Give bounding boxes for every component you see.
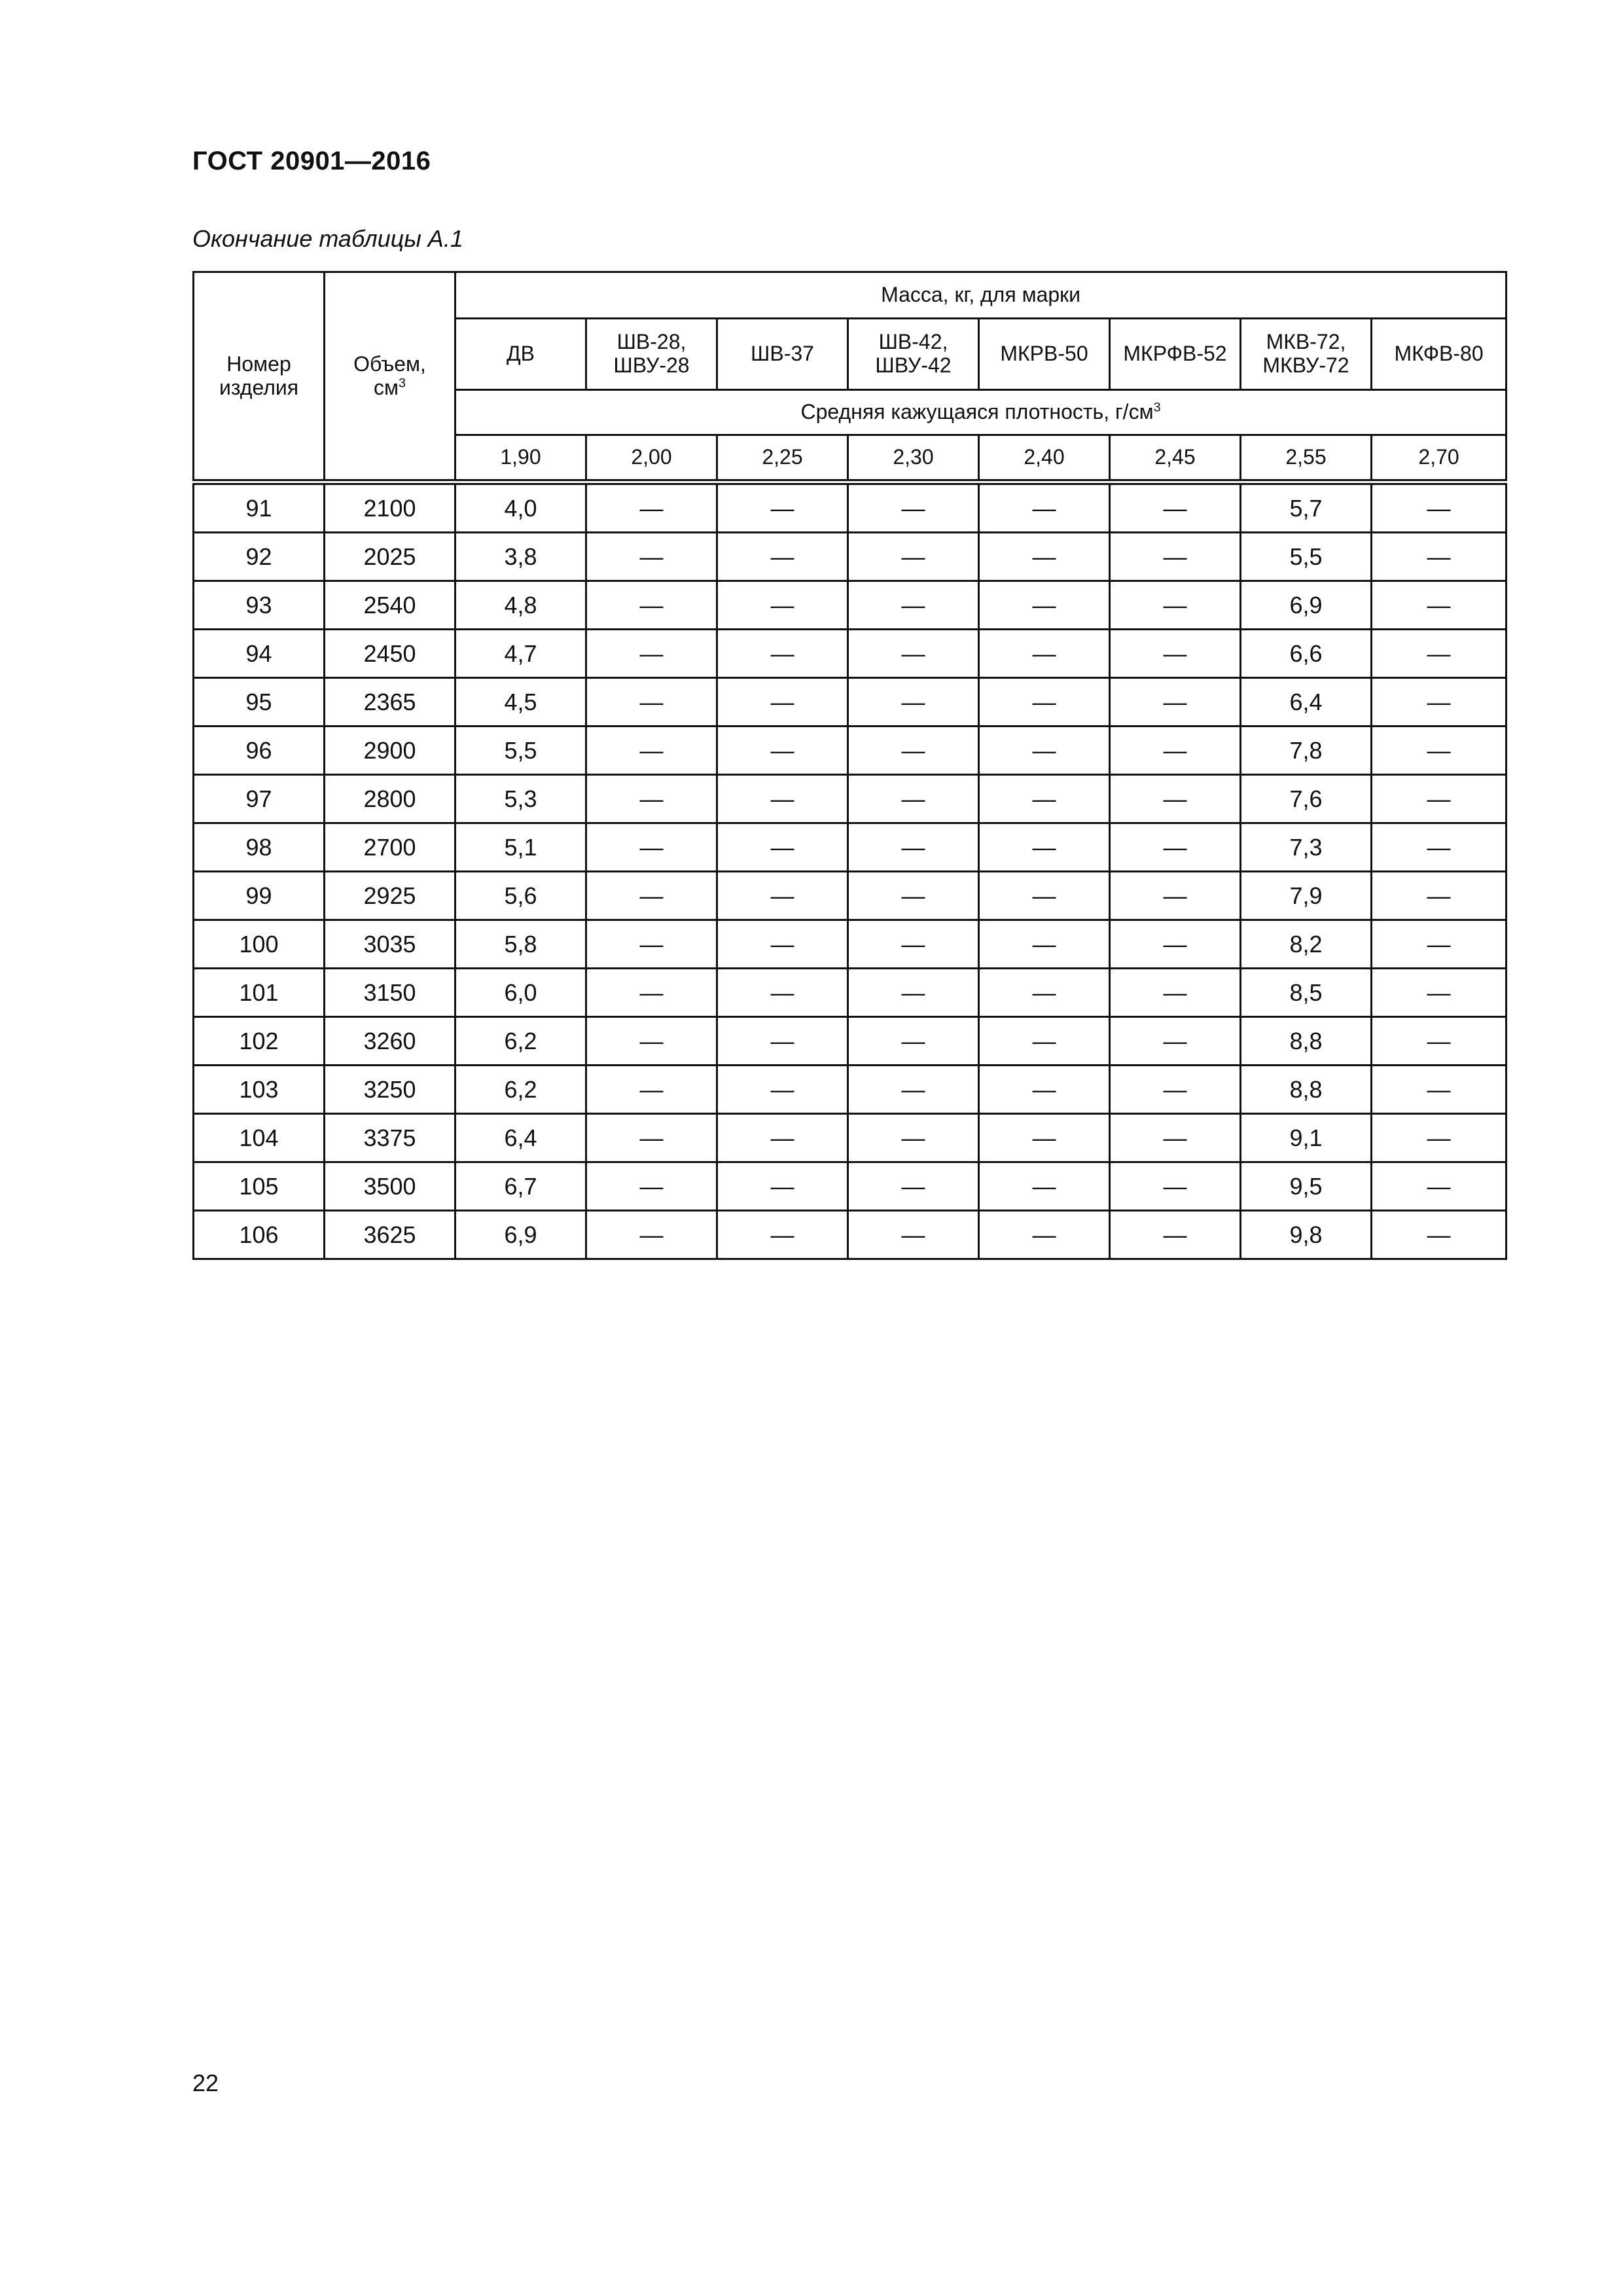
page-number: 22 [192, 2070, 219, 2096]
table-cell: — [848, 775, 979, 823]
header-brand [586, 319, 717, 390]
header-brand-line2: ШВУ-42 [875, 353, 952, 377]
header-density-value: 2,30 [848, 435, 979, 482]
table-cell: — [1110, 1017, 1241, 1066]
table-cell: — [717, 823, 848, 872]
table-cell: 6,4 [455, 1114, 586, 1162]
table-cell: 3375 [325, 1114, 455, 1162]
table-cell: 106 [194, 1211, 325, 1259]
table-row [194, 775, 1507, 823]
header-density-value: 2,40 [979, 435, 1110, 482]
header-density-label: Средняя кажущаяся плотность, $г/см^3$ [455, 390, 1507, 435]
table-row [194, 969, 1507, 1017]
table-cell: 95 [194, 678, 325, 726]
table-cell: 3,8 [455, 533, 586, 581]
table-cell: — [1372, 630, 1507, 678]
header-brand-line1: МКРВ-50 [1000, 342, 1088, 366]
table-cell: 5,3 [455, 775, 586, 823]
header-brand-line2: МКВУ-72 [1262, 353, 1349, 377]
table-cell: — [848, 1162, 979, 1211]
table-cell: — [848, 726, 979, 775]
table-cell: — [586, 920, 717, 969]
table-cell: 3150 [325, 969, 455, 1017]
header-brand [455, 319, 586, 390]
table-row [194, 482, 1507, 533]
header-brand-line1: ШВ-28, [616, 330, 687, 354]
table-cell: — [1110, 1066, 1241, 1114]
table-cell: — [979, 533, 1110, 581]
table-row [194, 726, 1507, 775]
table-cell: — [1372, 1211, 1507, 1259]
table-cell: — [1110, 630, 1241, 678]
table-cell: 6,9 [1241, 581, 1372, 630]
table-cell: — [1110, 533, 1241, 581]
table-cell: — [717, 1211, 848, 1259]
header-volume-line1: Объем, [353, 351, 426, 376]
table-cell: 97 [194, 775, 325, 823]
table-cell: 6,2 [455, 1017, 586, 1066]
header-product-number [194, 272, 325, 482]
table-cell: — [1110, 872, 1241, 920]
table-cell: — [979, 1162, 1110, 1211]
table-cell: — [1110, 823, 1241, 872]
table-cell: 3250 [325, 1066, 455, 1114]
table-cell: 98 [194, 823, 325, 872]
table-cell: — [848, 969, 979, 1017]
table-cell: — [717, 1114, 848, 1162]
table-cell: — [586, 678, 717, 726]
table-row [194, 1162, 1507, 1211]
table-cell: 9,1 [1241, 1114, 1372, 1162]
table-cell: — [1372, 678, 1507, 726]
table-row [194, 872, 1507, 920]
table-cell: 6,9 [455, 1211, 586, 1259]
table-cell: — [586, 1114, 717, 1162]
table-cell: — [586, 533, 717, 581]
table-cell: — [717, 920, 848, 969]
table-cell: 2900 [325, 726, 455, 775]
table-cell: 5,7 [1241, 482, 1372, 533]
table-row [194, 1211, 1507, 1259]
table-cell: 8,8 [1241, 1066, 1372, 1114]
table-cell: — [979, 1211, 1110, 1259]
table-cell: — [1372, 872, 1507, 920]
table-cell: 2450 [325, 630, 455, 678]
table-cell: — [848, 920, 979, 969]
header-brand-line1: МКФВ-80 [1394, 342, 1484, 366]
table-row [194, 581, 1507, 630]
table-cell: — [1372, 969, 1507, 1017]
table-cell: 9,5 [1241, 1162, 1372, 1211]
table-cell: — [848, 581, 979, 630]
table-cell: — [848, 823, 979, 872]
table-cell: — [586, 1162, 717, 1211]
table-cell: 5,5 [455, 726, 586, 775]
table-cell: 102 [194, 1017, 325, 1066]
table-cell: 2365 [325, 678, 455, 726]
table-cell: — [1372, 1162, 1507, 1211]
table-cell: — [848, 1066, 979, 1114]
table-caption: Окончание таблицы А.1 [192, 225, 463, 252]
table-cell: — [717, 775, 848, 823]
table-cell: — [848, 630, 979, 678]
table-cell: — [848, 533, 979, 581]
table-cell: 5,6 [455, 872, 586, 920]
table-cell: 2800 [325, 775, 455, 823]
table-cell: — [1110, 1211, 1241, 1259]
table-cell: 2925 [325, 872, 455, 920]
table-cell: — [979, 726, 1110, 775]
table-cell: 4,7 [455, 630, 586, 678]
table-cell: 6,0 [455, 969, 586, 1017]
table-cell: 94 [194, 630, 325, 678]
table-cell: — [586, 823, 717, 872]
table-cell: 100 [194, 920, 325, 969]
header-brand-line1: МКРФВ-52 [1123, 342, 1227, 366]
table-cell: 96 [194, 726, 325, 775]
table-cell: 6,6 [1241, 630, 1372, 678]
header-brand [1110, 319, 1241, 390]
table-cell: 4,0 [455, 482, 586, 533]
table-cell: — [1372, 775, 1507, 823]
header-brand-line1: ДВ [506, 342, 535, 366]
table-cell: 8,5 [1241, 969, 1372, 1017]
table-cell: — [717, 1066, 848, 1114]
table-cell: — [717, 533, 848, 581]
table-row [194, 1114, 1507, 1162]
table-cell: 2540 [325, 581, 455, 630]
header-mass-group: Масса, кг, для марки [455, 272, 1507, 319]
table-cell: — [1110, 482, 1241, 533]
table-cell: — [586, 775, 717, 823]
table-cell: — [848, 678, 979, 726]
table-cell: — [848, 482, 979, 533]
header-density-value: 2,25 [717, 435, 848, 482]
table-cell: 2700 [325, 823, 455, 872]
table-cell: — [586, 630, 717, 678]
table-cell: — [1110, 920, 1241, 969]
table-cell: — [586, 1211, 717, 1259]
table-cell: — [717, 872, 848, 920]
table-cell: — [717, 630, 848, 678]
table-cell: — [1110, 1114, 1241, 1162]
header-brand [1372, 319, 1507, 390]
table-cell: 7,3 [1241, 823, 1372, 872]
table-cell: 3625 [325, 1211, 455, 1259]
table-cell: — [1372, 920, 1507, 969]
table-cell: — [979, 1017, 1110, 1066]
table-cell: — [717, 1162, 848, 1211]
header-density-value: 2,00 [586, 435, 717, 482]
table-cell: — [1372, 726, 1507, 775]
table-cell: — [1110, 726, 1241, 775]
table-cell: — [979, 969, 1110, 1017]
table-cell: 105 [194, 1162, 325, 1211]
table-row [194, 1066, 1507, 1114]
table-cell: 104 [194, 1114, 325, 1162]
table-cell: — [717, 726, 848, 775]
table-cell: 3260 [325, 1017, 455, 1066]
table-cell: — [586, 872, 717, 920]
table-cell: — [586, 581, 717, 630]
header-volume [325, 272, 455, 482]
table-cell: 6,4 [1241, 678, 1372, 726]
document-title: ГОСТ 20901—2016 [192, 147, 431, 175]
header-brand-line2: ШВУ-28 [613, 353, 690, 377]
table-cell: 9,8 [1241, 1211, 1372, 1259]
header-density-value: 2,45 [1110, 435, 1241, 482]
table-cell: — [979, 630, 1110, 678]
table-cell: 91 [194, 482, 325, 533]
table-cell: — [979, 581, 1110, 630]
table-cell: — [1372, 1066, 1507, 1114]
table-cell: — [586, 1017, 717, 1066]
table-cell: — [1110, 581, 1241, 630]
header-brand-line1: ШВ-42, [878, 330, 948, 354]
table-cell: 3035 [325, 920, 455, 969]
table-cell: — [1372, 1017, 1507, 1066]
table-cell: — [1372, 581, 1507, 630]
table-cell: — [1372, 482, 1507, 533]
header-brand [848, 319, 979, 390]
table-cell: — [717, 678, 848, 726]
header-volume-line2: $см^3$ [373, 375, 406, 399]
header-product-number-line2: изделия [219, 375, 299, 399]
table-row [194, 823, 1507, 872]
table-cell: 2025 [325, 533, 455, 581]
header-density-value: 2,55 [1241, 435, 1372, 482]
table-row [194, 1017, 1507, 1066]
table-cell: 5,5 [1241, 533, 1372, 581]
table-cell: — [979, 1066, 1110, 1114]
table-cell: — [1110, 1162, 1241, 1211]
table-row [194, 678, 1507, 726]
table-cell: — [1110, 678, 1241, 726]
table-cell: — [979, 823, 1110, 872]
table-cell: — [717, 581, 848, 630]
table-cell: — [848, 1114, 979, 1162]
table-cell: 7,9 [1241, 872, 1372, 920]
table-cell: — [717, 969, 848, 1017]
table-cell: — [1372, 823, 1507, 872]
header-brand-line1: ШВ-37 [751, 342, 814, 366]
table-cell: 6,2 [455, 1066, 586, 1114]
header-density-value: 1,90 [455, 435, 586, 482]
header-product-number-line1: Номер [226, 351, 291, 376]
table-cell: — [848, 1211, 979, 1259]
table-cell: — [1110, 775, 1241, 823]
table-cell: 92 [194, 533, 325, 581]
table-row [194, 533, 1507, 581]
header-brand [1241, 319, 1372, 390]
table-cell: 8,2 [1241, 920, 1372, 969]
table-cell: — [979, 482, 1110, 533]
table-row [194, 920, 1507, 969]
table-cell: 7,6 [1241, 775, 1372, 823]
table-cell: — [717, 482, 848, 533]
table-cell: 93 [194, 581, 325, 630]
table-body [194, 482, 1507, 1259]
table-cell: 4,8 [455, 581, 586, 630]
table-cell: — [586, 482, 717, 533]
table-header [194, 272, 1507, 482]
table-cell: — [848, 1017, 979, 1066]
table-cell: — [979, 920, 1110, 969]
mass-table [192, 271, 1507, 1260]
table-cell: 6,7 [455, 1162, 586, 1211]
table-cell: — [717, 1017, 848, 1066]
table-cell: 103 [194, 1066, 325, 1114]
table-cell: — [586, 969, 717, 1017]
table-cell: — [1372, 1114, 1507, 1162]
table-cell: 8,8 [1241, 1017, 1372, 1066]
table-cell: — [586, 1066, 717, 1114]
table-cell: 5,8 [455, 920, 586, 969]
table-cell: — [979, 678, 1110, 726]
table-cell: — [1110, 969, 1241, 1017]
table-cell: — [979, 1114, 1110, 1162]
table-cell: 99 [194, 872, 325, 920]
table-cell: 3500 [325, 1162, 455, 1211]
table-cell: 101 [194, 969, 325, 1017]
table-cell: — [1372, 533, 1507, 581]
table-cell: — [979, 872, 1110, 920]
table-cell: — [848, 872, 979, 920]
header-density-value: 2,70 [1372, 435, 1507, 482]
table-cell: — [979, 775, 1110, 823]
table-cell: 7,8 [1241, 726, 1372, 775]
header-brand [979, 319, 1110, 390]
table-cell: — [586, 726, 717, 775]
header-brand [717, 319, 848, 390]
header-brand-line1: МКВ-72, [1266, 330, 1346, 354]
table-cell: 5,1 [455, 823, 586, 872]
table-cell: 4,5 [455, 678, 586, 726]
table-row [194, 630, 1507, 678]
table-cell: 2100 [325, 482, 455, 533]
